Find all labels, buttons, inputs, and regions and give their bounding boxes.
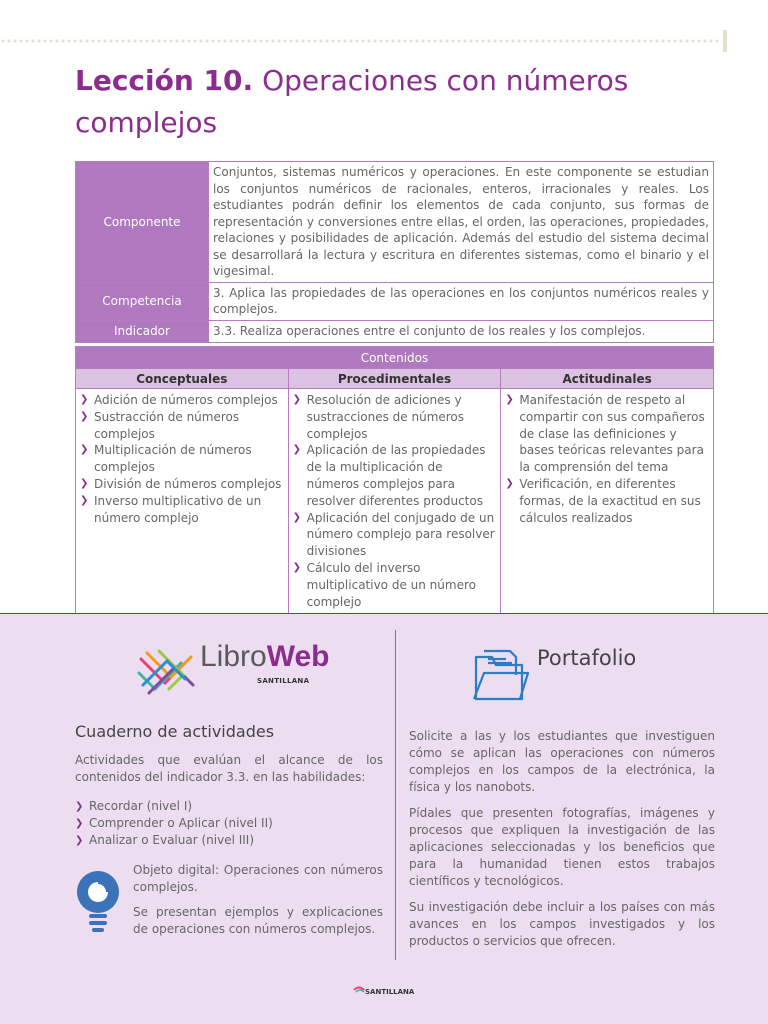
- row-text-indicador: 3.3. Realiza operaciones entre el conjunto de los reales y los complejos.: [209, 320, 714, 342]
- portafolio-title: Portafolio: [537, 646, 637, 670]
- list-item: ❯ Analizar o Evaluar (nivel III): [75, 832, 273, 849]
- conceptuales-cell: [76, 389, 289, 617]
- actitudinales-cell: [501, 389, 714, 617]
- list-item: ❯ División de números complejos: [80, 476, 284, 493]
- actitudinales-list: [505, 392, 709, 526]
- table-row: [76, 162, 714, 283]
- objeto-digital: [133, 862, 383, 946]
- list-item: ❯ Sustracción de números complejos: [80, 409, 284, 443]
- table-row: [76, 320, 714, 342]
- page-title: [75, 60, 695, 144]
- col-header-conceptuales: Conceptuales: [76, 369, 289, 389]
- portafolio-paragraph-3: Su investigación debe incluir a los países con más avances en los campos investigados y los productos o servicios que ofrecen.: [409, 900, 715, 948]
- list-item: ❯ Inverso multiplicativo de un número complejo: [80, 493, 284, 527]
- column-divider: [395, 630, 396, 960]
- col-header-procedimentales: Procedimentales: [288, 369, 501, 389]
- contenidos-header: Contenidos: [76, 347, 714, 369]
- list-item: ❯ Aplicación de las propiedades de la multiplicación de números complejos para resolver diferentes productos: [293, 442, 497, 509]
- lesson-title: Operaciones con números complejos: [75, 64, 629, 139]
- objeto-description: Se presentan ejemplos y explicaciones de operaciones con números complejos.: [133, 905, 383, 936]
- contenidos-table: [75, 346, 714, 617]
- skills-list: [75, 798, 273, 849]
- list-item: ❯ Multiplicación de números complejos: [80, 442, 284, 476]
- libroweb-wordmark: [200, 640, 330, 674]
- libroweb-brand-b: Web: [266, 640, 330, 673]
- libroweb-subtitle: SANTILLANA: [257, 677, 310, 685]
- footer-brand: SANTILLANA: [365, 988, 415, 996]
- cuaderno-description: Actividades que evalúan el alcance de los contenidos del indicador 3.3. en las habilidades:: [75, 753, 383, 784]
- top-decorative-rule: [0, 38, 722, 46]
- conceptuales-list: [80, 392, 284, 526]
- portafolio-body: [409, 728, 715, 959]
- libroweb-logo-icon: [135, 645, 197, 701]
- info-table: [75, 161, 714, 343]
- row-label-indicador: Indicador: [76, 320, 209, 342]
- list-item: ❯ Recordar (nivel I): [75, 798, 273, 815]
- portafolio-paragraph-1: Solicite a las y los estudiantes que investiguen cómo se aplican las operaciones con números complejos en los campos de la electrónica, la física y los nanobots.: [409, 729, 715, 794]
- procedimentales-cell: [288, 389, 501, 617]
- list-item: ❯ Verificación, en diferentes formas, de la exactitud en sus cálculos realizados: [505, 476, 709, 526]
- cuaderno-title: Cuaderno de actividades: [75, 722, 275, 741]
- list-item: ❯ Comprender o Aplicar (nivel II): [75, 815, 273, 832]
- row-text-componente: Conjuntos, sistemas numéricos y operaciones. En este componente se estudian los conjuntos numéricos de racionales, enteros, irracionales y reales. Los estudiantes podrán definir los elementos de cada conjunto, sus formas de representación y conversiones entre ellas, el orden, las operaciones, propiedades, relaciones y posibilidades de aplicación. Además del estudio del sistema decimal se desarrollará la lectura y escritura en diferentes sistemas, como el binario y el vigesimal.: [209, 162, 714, 283]
- portafolio-paragraph-2: Pídales que presenten fotografías, imágenes y procesos que expliquen la investigación de las aplicaciones seleccionadas y los beneficios que para la humanidad tienen estos trabajos científicos y tecnológicos.: [409, 806, 715, 888]
- list-item: ❯ Cálculo del inverso multiplicativo de un número complejo: [293, 560, 497, 610]
- lightbulb-icon: [72, 868, 124, 938]
- row-label-componente: Componente: [76, 162, 209, 283]
- folder-icon: [472, 645, 530, 703]
- procedimentales-list: [293, 392, 497, 610]
- list-item: ❯ Adición de números complejos: [80, 392, 284, 409]
- row-text-competencia: 3. Aplica las propiedades de las operaciones en los conjuntos numéricos reales y complejos.: [209, 282, 714, 320]
- lesson-number: Lección 10.: [75, 64, 254, 97]
- libroweb-brand-a: Libro: [200, 640, 267, 673]
- top-rule-cap: [723, 30, 727, 52]
- table-row: [76, 282, 714, 320]
- list-item: ❯ Aplicación del conjugado de un número complejo para resolver divisiones: [293, 510, 497, 560]
- objeto-title: Objeto digital: Operaciones con números complejos.: [133, 863, 383, 894]
- row-label-competencia: Competencia: [76, 282, 209, 320]
- col-header-actitudinales: Actitudinales: [501, 369, 714, 389]
- list-item: ❯ Manifestación de respeto al compartir con sus compañeros de clase las definiciones y bases teóricas relevantes para la comprensión del tema: [505, 392, 709, 476]
- list-item: ❯ Resolución de adiciones y sustracciones de números complejos: [293, 392, 497, 442]
